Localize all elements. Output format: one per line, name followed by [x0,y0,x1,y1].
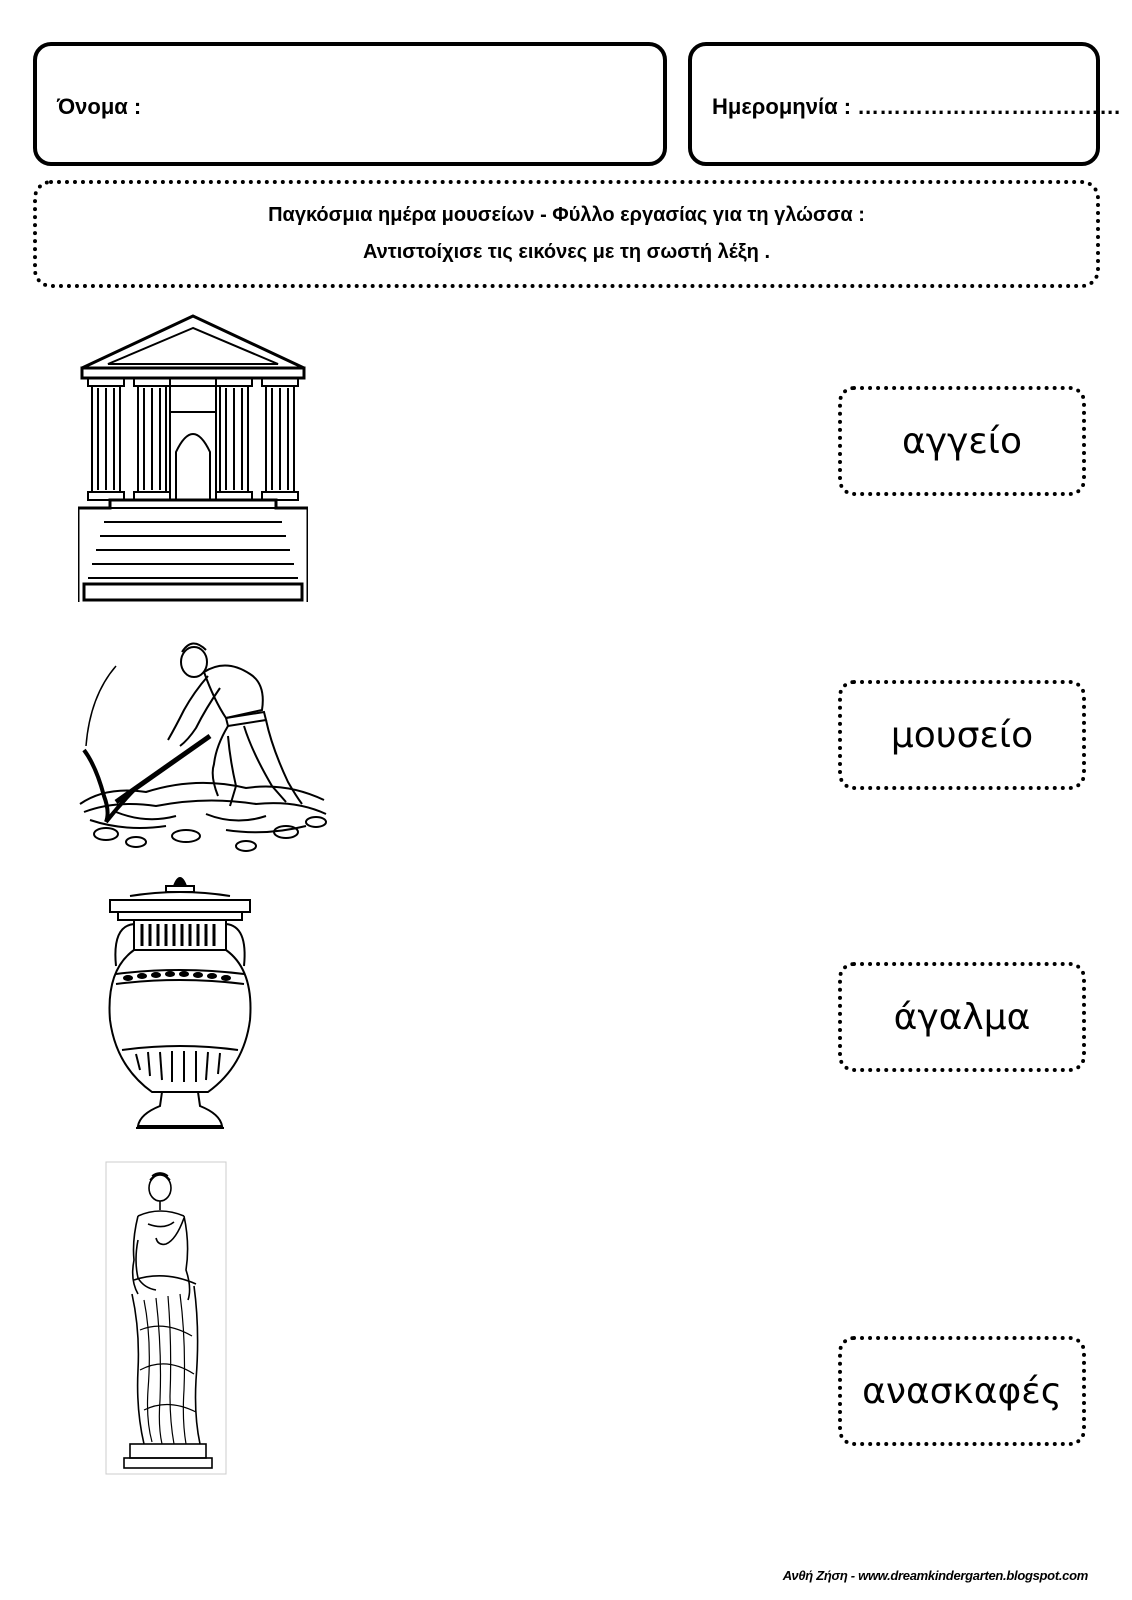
word-label: ανασκαφές [862,1370,1062,1412]
word-label: αγγείο [901,420,1022,462]
instructions-box [33,180,1100,288]
footer-credit: Ανθή Ζήση - www.dreamkindergarten.blogspot.com [782,1568,1088,1583]
name-field-box[interactable] [33,42,667,166]
name-label: Όνομα : [57,94,142,119]
word-card-museum[interactable] [838,680,1086,790]
museum-temple-icon [78,312,308,602]
date-field-box[interactable] [688,42,1122,166]
date-label: Ημερομηνία : ……………………………… [712,94,1122,119]
word-card-excavations[interactable] [838,1336,1086,1446]
excavation-digger-icon [76,636,332,866]
word-card-statue[interactable] [838,962,1086,1072]
ancient-vase-icon [100,870,260,1132]
instructions-task: Αντιστοίχισε τις εικόνες με τη σωστή λέξη . [362,241,771,263]
word-card-vase[interactable] [838,386,1086,496]
greek-statue-icon [104,1160,228,1476]
word-label: άγαλμα [893,996,1031,1038]
word-label: μουσείο [890,714,1034,756]
instructions-title: Παγκόσμια ημέρα μουσείων - Φύλλο εργασίας για τη γλώσσα : [268,204,865,226]
